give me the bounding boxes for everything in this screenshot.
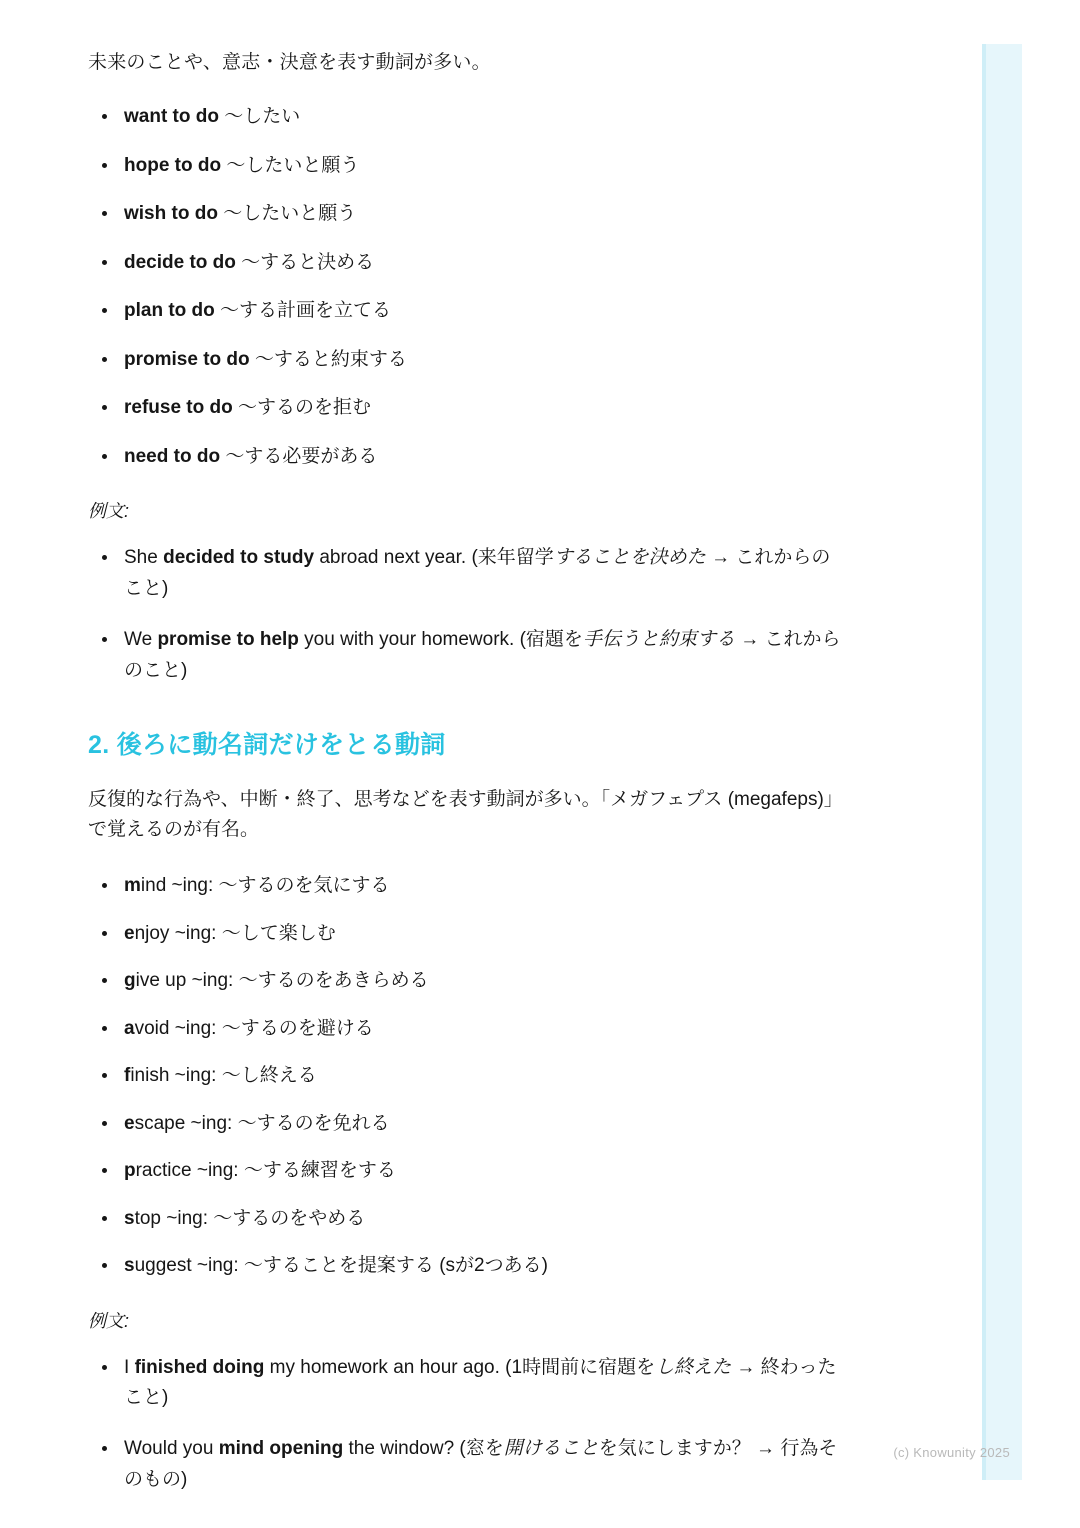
verb-gloss: 〜すると約束する bbox=[249, 348, 407, 370]
mnemonic-initial: e bbox=[124, 1112, 135, 1134]
list-item bbox=[88, 967, 848, 996]
list-item bbox=[88, 1205, 848, 1234]
section-2-paragraph: 反復的な行為や、中断・終了、思考などを表す動詞が多い。「メガフェプス (megafeps)」で覚えるのが有名。 bbox=[88, 788, 843, 841]
list-item bbox=[88, 1252, 848, 1281]
list-item bbox=[88, 200, 848, 229]
list-item bbox=[88, 1110, 848, 1139]
verb-term: need to do bbox=[124, 445, 221, 467]
section-heading-2: 2. 後ろに動名詞だけをとる動詞 bbox=[88, 730, 446, 759]
to-infinitive-verb-list bbox=[88, 103, 848, 471]
example-post: を気にしますか？ → 行為そのもの) bbox=[124, 1438, 838, 1490]
copyright-watermark: (c) Knowunity 2025 bbox=[893, 1445, 1010, 1460]
example-italic: 開けること bbox=[503, 1438, 599, 1460]
list-item bbox=[88, 249, 848, 278]
gerund-verb-list bbox=[88, 872, 848, 1281]
verb-gloss: 〜したいと願う bbox=[217, 203, 357, 225]
list-item bbox=[88, 872, 848, 901]
document-content bbox=[88, 48, 848, 1516]
example-post: → 終わったこと) bbox=[124, 1356, 837, 1409]
list-item bbox=[88, 346, 848, 375]
gerund-text: scape ~ing: 〜するのを免れる bbox=[134, 1112, 390, 1134]
mnemonic-initial: s bbox=[124, 1255, 135, 1277]
example-mid: abroad next year. (来年留学 bbox=[314, 547, 554, 569]
example-sentence-list-1 bbox=[88, 543, 848, 686]
example-italic: 手伝うと約束する bbox=[582, 628, 735, 650]
gerund-text: top ~ing: 〜するのをやめる bbox=[134, 1207, 366, 1229]
decorative-side-band-edge bbox=[982, 44, 986, 1480]
list-item bbox=[88, 152, 848, 181]
example-label: 例文: bbox=[88, 1310, 130, 1331]
verb-term: hope to do bbox=[124, 154, 222, 176]
list-item bbox=[88, 394, 848, 423]
verb-term: refuse to do bbox=[124, 397, 233, 419]
verb-gloss: 〜したい bbox=[218, 106, 301, 128]
verb-term: promise to do bbox=[124, 348, 250, 370]
example-mid: the window? (窓を bbox=[343, 1438, 504, 1460]
mnemonic-initial: f bbox=[124, 1065, 131, 1087]
example-mid: my homework an hour ago. (1時間前に宿題を bbox=[264, 1356, 656, 1378]
verb-gloss: 〜したいと願う bbox=[221, 154, 360, 176]
mnemonic-initial: p bbox=[124, 1160, 136, 1182]
list-item bbox=[88, 1015, 848, 1044]
example-bold: promise to help bbox=[157, 628, 299, 650]
example-italic: し終えた bbox=[655, 1356, 732, 1378]
example-post: → これからのこと) bbox=[124, 628, 841, 681]
mnemonic-initial: a bbox=[124, 1017, 135, 1039]
verb-term: wish to do bbox=[124, 203, 218, 225]
example-pre: She bbox=[124, 547, 164, 569]
list-item bbox=[88, 103, 848, 132]
example-bold: finished doing bbox=[134, 1356, 265, 1378]
verb-gloss: 〜すると決める bbox=[235, 251, 375, 273]
list-item bbox=[88, 297, 848, 326]
example-bold: decided to study bbox=[163, 547, 315, 569]
example-sentence-list-2 bbox=[88, 1353, 848, 1496]
list-item bbox=[88, 543, 848, 605]
verb-term: plan to do bbox=[124, 300, 215, 322]
list-item bbox=[88, 1157, 848, 1186]
verb-term: decide to do bbox=[124, 251, 236, 273]
example-post: → これからのこと) bbox=[124, 547, 831, 600]
gerund-text: ive up ~ing: 〜するのをあきらめる bbox=[135, 970, 429, 992]
mnemonic-initial: g bbox=[124, 970, 136, 992]
mnemonic-initial: e bbox=[124, 922, 135, 944]
verb-gloss: 〜する計画を立てる bbox=[214, 300, 392, 322]
example-pre: We bbox=[124, 628, 158, 650]
gerund-text: njoy ~ing: 〜して楽しむ bbox=[134, 922, 336, 944]
example-bold: mind opening bbox=[218, 1438, 344, 1460]
intro-paragraph: 未来のことや、意志・決意を表す動詞が多い。 bbox=[88, 52, 491, 73]
example-label: 例文: bbox=[88, 501, 130, 522]
gerund-text: ind ~ing: 〜するのを気にする bbox=[140, 875, 390, 897]
list-item bbox=[88, 1353, 848, 1415]
verb-gloss: 〜する必要がある bbox=[220, 445, 378, 467]
decorative-side-band bbox=[986, 44, 1022, 1480]
list-item bbox=[88, 1434, 848, 1496]
gerund-text: uggest ~ing: 〜することを提案する (sが2つある) bbox=[134, 1255, 548, 1277]
example-mid: you with your homework. (宿題を bbox=[298, 628, 583, 650]
example-pre: I bbox=[124, 1356, 135, 1378]
list-item bbox=[88, 625, 848, 687]
gerund-text: ractice ~ing: 〜する練習をする bbox=[135, 1160, 396, 1182]
mnemonic-initial: s bbox=[124, 1207, 135, 1229]
example-italic: することを決めた bbox=[553, 547, 706, 569]
gerund-text: void ~ing: 〜するのを避ける bbox=[134, 1017, 374, 1039]
mnemonic-initial: m bbox=[124, 875, 141, 897]
verb-gloss: 〜するのを拒む bbox=[232, 397, 372, 419]
verb-term: want to do bbox=[124, 106, 219, 128]
example-pre: Would you bbox=[124, 1438, 219, 1460]
list-item bbox=[88, 443, 848, 472]
list-item bbox=[88, 1062, 848, 1091]
list-item bbox=[88, 920, 848, 949]
gerund-text: inish ~ing: 〜し終える bbox=[130, 1065, 317, 1087]
